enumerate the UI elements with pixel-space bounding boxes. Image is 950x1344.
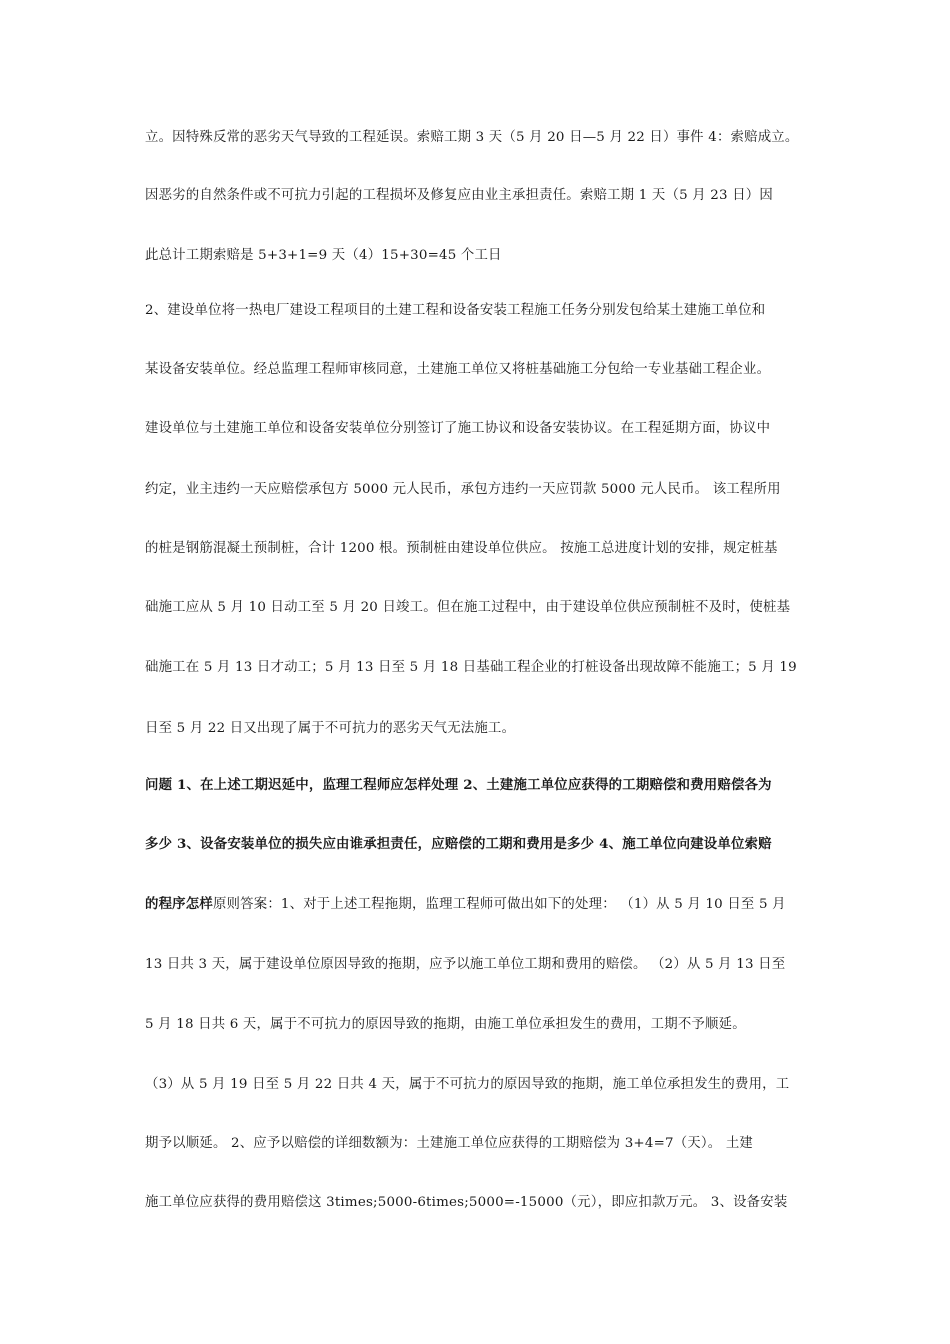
question-line-2: 多少 3、设备安装单位的损失应由谁承担责任，应赔偿的工期和费用是多少 4、施工单位向建设单位索赔	[145, 836, 772, 852]
answer-line-2: 13 日共 3 天，属于建设单位原因导致的拖期，应予以施工单位工期和费用的赔偿。 （2）从 5 月 13 日至	[145, 957, 786, 972]
answer-line-5: 期予以顺延。 2、应予以赔偿的详细数额为：土建施工单位应获得的工期赔偿为 3+4=7（天）。 土建	[145, 1136, 754, 1151]
answer-start: 原则答案：1、对于上述工程拖期，监理工程师可做出如下的处理： （1）从 5 月 10 日至 5 月	[212, 897, 786, 912]
question-tail: 的程序怎样	[145, 896, 213, 912]
answer-line-4: （3）从 5 月 19 日至 5 月 22 日共 4 天，属于不可抗力的原因导致的拖期，施工单位承担发生的费用，工	[145, 1077, 790, 1092]
text-line-4: 2、建设单位将一热电厂建设工程项目的土建工程和设备安装工程施工任务分别发包给某土建施工单位和	[145, 303, 766, 318]
answer-line-6: 施工单位应获得的费用赔偿这 3times;5000-6times;5000=-15000（元），即应扣款万元。 3、设备安装	[145, 1195, 788, 1210]
text-line-3: 此总计工期索赔是 5+3+1=9 天（4）15+30=45 个工日	[145, 248, 502, 263]
text-line-7: 约定，业主违约一天应赔偿承包方 5000 元人民币，承包方违约一天应罚款 5000 元人民币。 该工程所用	[145, 482, 781, 497]
text-line-10: 础施工在 5 月 13 日才动工；5 月 13 日至 5 月 18 日基础工程企业的打桩设备出现故障不能施工；5 月 19	[145, 660, 797, 675]
text-line-2: 因恶劣的自然条件或不可抗力引起的工程损坏及修复应由业主承担责任。索赔工期 1 天（5 月 23 日）因	[145, 188, 773, 203]
text-line-11: 日至 5 月 22 日又出现了属于不可抗力的恶劣天气无法施工。	[145, 721, 516, 736]
text-line-5: 某设备安装单位。经总监理工程师审核同意，土建施工单位又将桩基础施工分包给一专业基础工程企业。	[145, 362, 771, 377]
answer-line-3: 5 月 18 日共 6 天，属于不可抗力的原因导致的拖期，由施工单位承担发生的费用，工期不予顺延。	[145, 1017, 746, 1032]
text-line-1: 立。因特殊反常的恶劣天气导致的工程延误。索赔工期 3 天（5 月 20 日—5 月 22 日）事件 4：索赔成立。	[145, 130, 799, 145]
text-line-8: 的桩是钢筋混凝土预制桩，合计 1200 根。预制桩由建设单位供应。 按施工总进度计划的安排，规定桩基	[145, 541, 778, 556]
answer-line-1	[145, 894, 825, 915]
text-line-9: 础施工应从 5 月 10 日动工至 5 月 20 日竣工。但在施工过程中，由于建设单位供应预制桩不及时，使桩基	[145, 600, 791, 615]
text-line-6: 建设单位与土建施工单位和设备安装单位分别签订了施工协议和设备安装协议。在工程延期方面，协议中	[145, 421, 771, 436]
question-line-1: 问题 1、在上述工期迟延中，监理工程师应怎样处理 2、土建施工单位应获得的工期赔偿和费用赔偿各为	[145, 777, 772, 793]
